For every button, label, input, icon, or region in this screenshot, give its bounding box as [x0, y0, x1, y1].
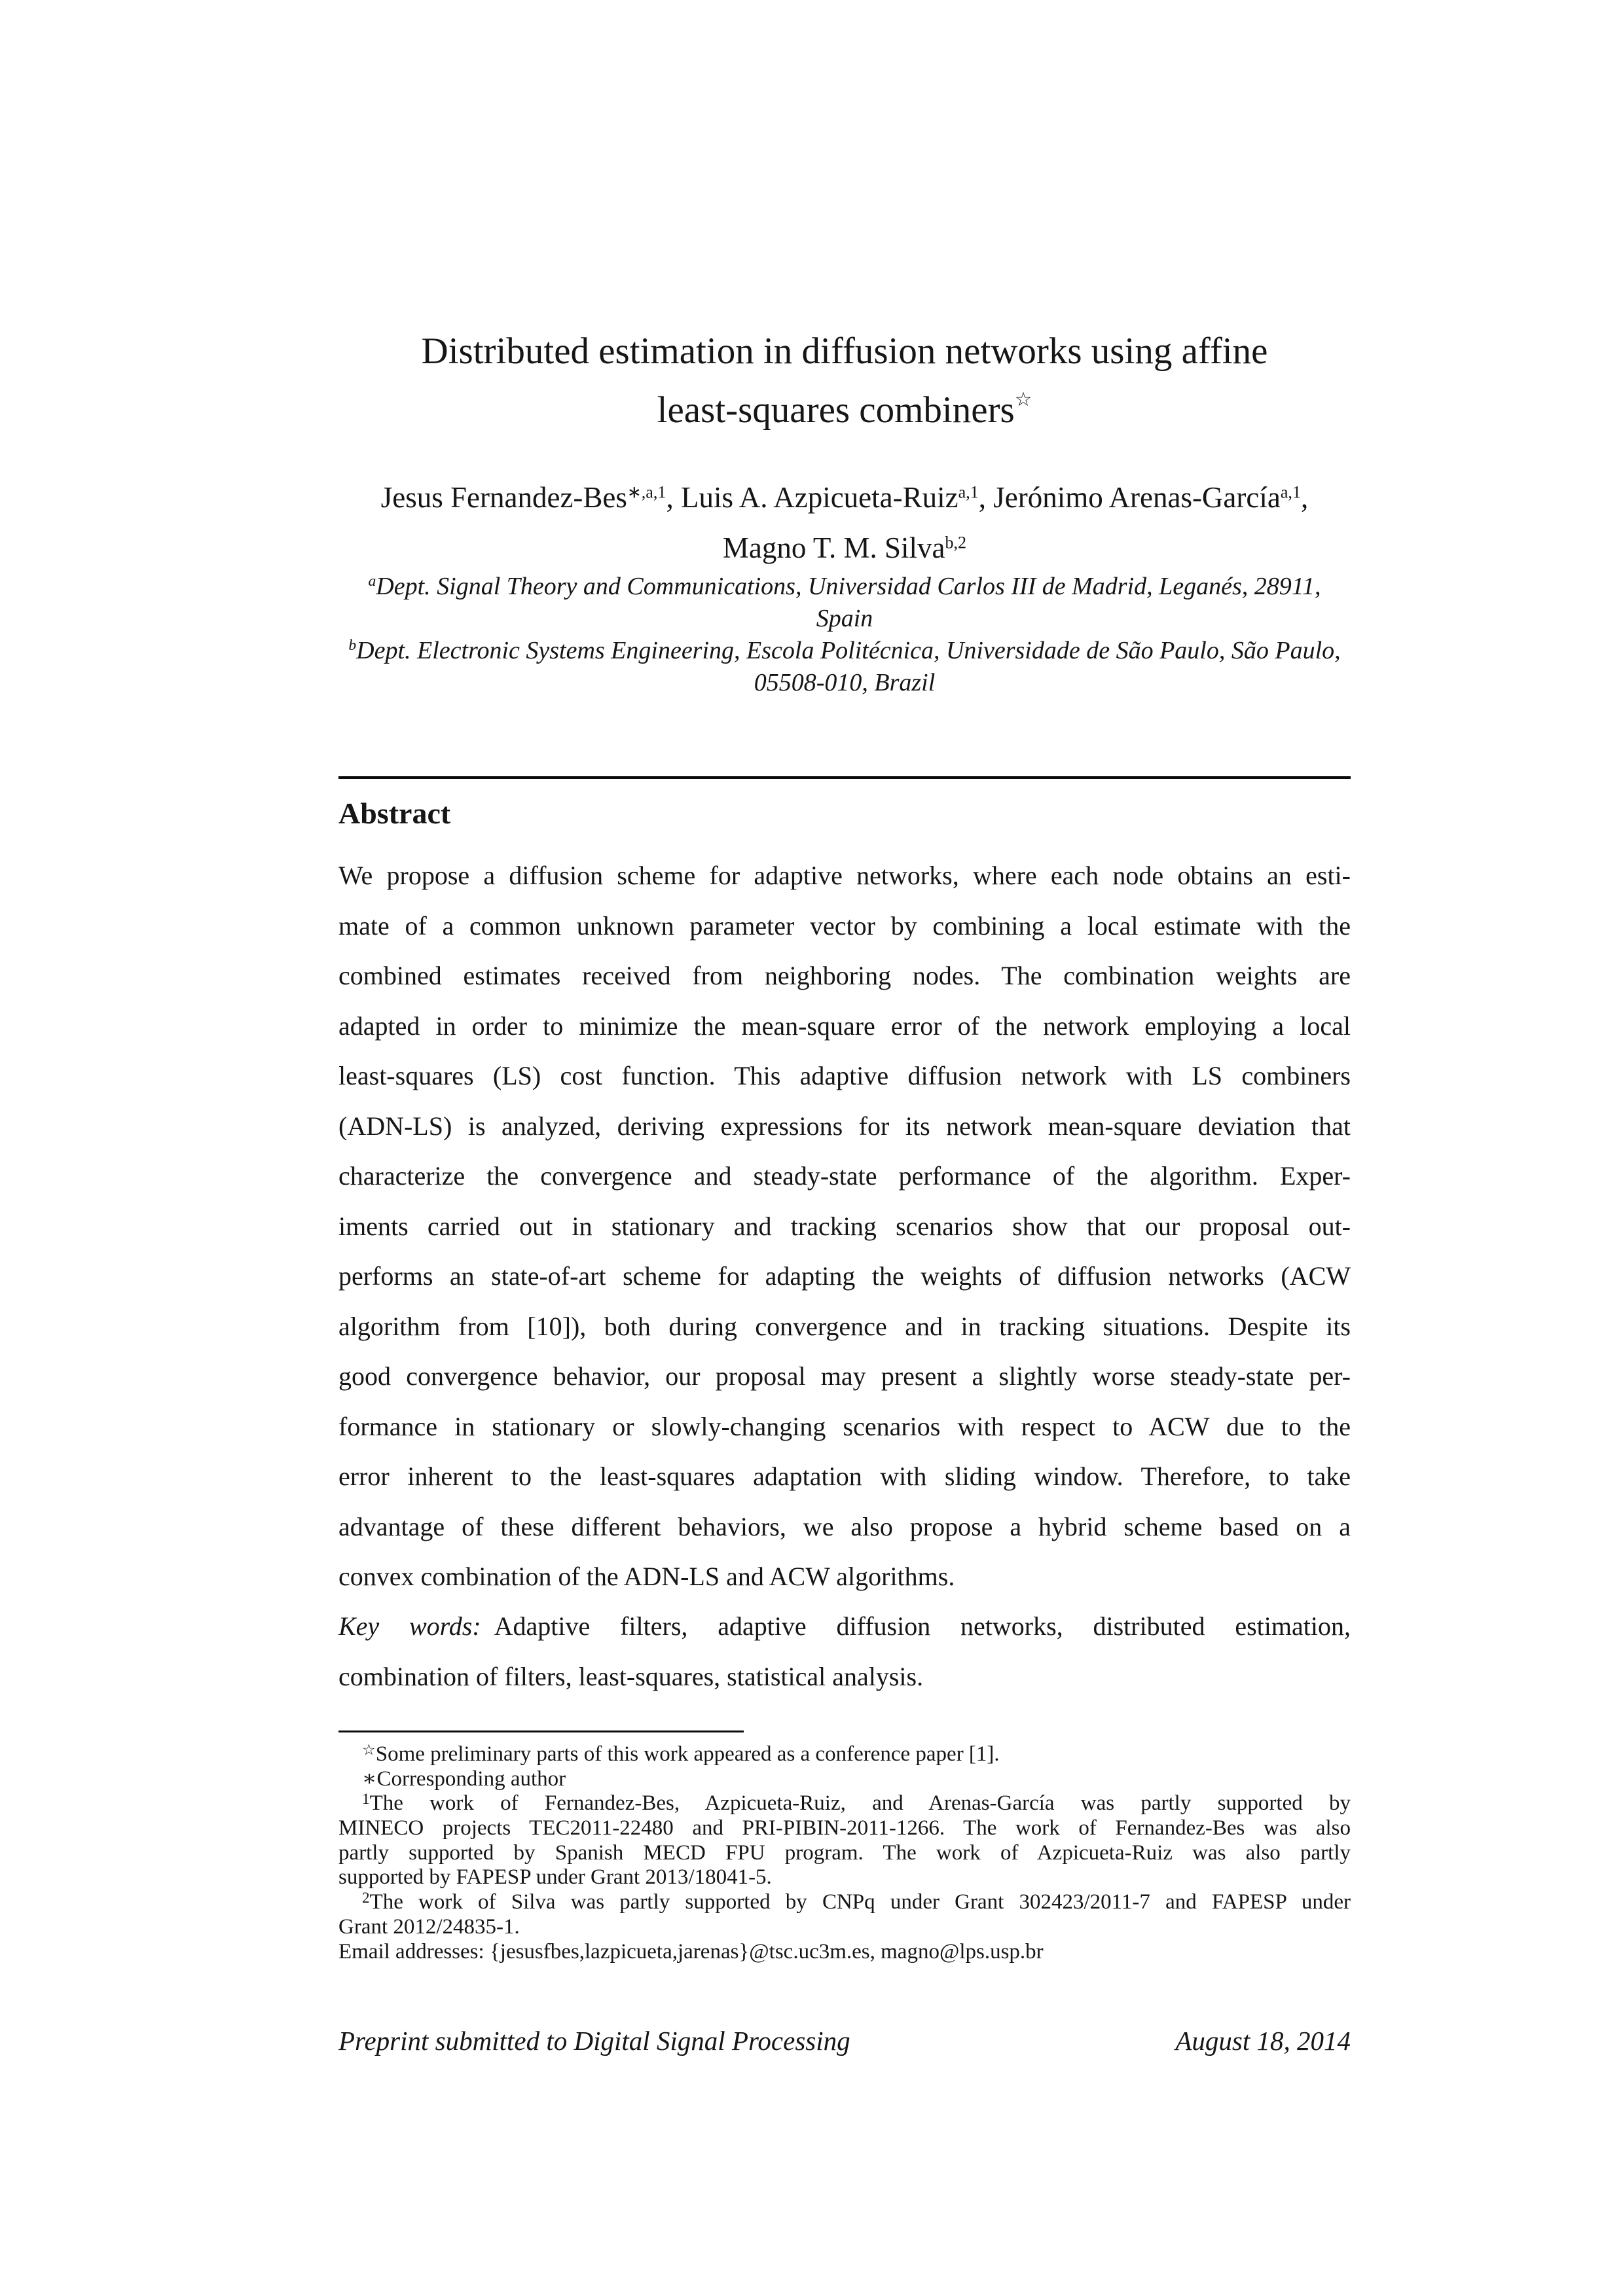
keywords-block [338, 1602, 1351, 1702]
title-line-1-text: Distributed estimation in diffusion networks using affine [421, 331, 1268, 372]
affiliation-line [338, 571, 1351, 603]
footnote-text: supported by FAPESP under Grant 2013/18041-5. [338, 1865, 772, 1890]
abstract-line: iments carried out in stationary and tracking scenarios show that our proposal out- [338, 1211, 1351, 1241]
abstract-line: performs an state-of-art scheme for adapting the weights of diffusion networks (ACW [338, 1261, 1351, 1291]
footnote-line [338, 1742, 1351, 1767]
footnote-marker: 2 [362, 1888, 370, 1906]
author-superscript: a,1 [1280, 482, 1301, 502]
affiliation-list [338, 571, 1351, 699]
affiliation-superscript: b [348, 637, 357, 655]
footnote-text: The work of Fernandez-Bes, Azpicueta-Ruiz, and Arenas-García was partly supported by [369, 1791, 1351, 1816]
affiliation-line [338, 667, 1351, 699]
title-footnote-star-icon: ☆ [1014, 387, 1032, 410]
abstract-line: good convergence behavior, our proposal may present a slightly worse steady-state per- [338, 1361, 1351, 1391]
author-list [338, 473, 1351, 573]
keywords-line [338, 1602, 1351, 1652]
footnote-email-text: Email addresses: {jesusfbes,lazpicueta,jarenas}@tsc.uc3m.es, magno@lps.usp.br [338, 1939, 1044, 1964]
author-name: Jesus Fernandez-Bes [380, 481, 627, 514]
affiliation-text: 05508-010, Brazil [754, 669, 936, 696]
abstract-line: (ADN-LS) is analyzed, deriving expressions for its network mean-square deviation that [338, 1111, 1351, 1141]
abstract-line: characterize the convergence and steady-state performance of the algorithm. Exper- [338, 1161, 1351, 1191]
footnote-text: Corresponding author [376, 1767, 566, 1791]
footnote-line [338, 1767, 1351, 1792]
affiliation-line [338, 603, 1351, 635]
footnote-text: The work of Silva was partly supported by CNPq under Grant 302423/2011-7 and FAPESP under [369, 1890, 1351, 1914]
affiliation-line [338, 635, 1351, 667]
footnote-line [338, 1791, 1351, 1816]
footnote-marker: ∗ [362, 1767, 377, 1791]
keywords-spacer [481, 1611, 494, 1641]
author-superscript: b,2 [945, 533, 967, 552]
footnote-line [338, 1940, 1351, 1965]
abstract-line: algorithm from [10]), both during convergence and in tracking situations. Despite its [338, 1311, 1351, 1341]
abstract-heading: Abstract [338, 797, 451, 830]
abstract-body [338, 851, 1351, 1602]
footnote-marker-star-icon: ☆ [362, 1740, 376, 1758]
affiliation-text: Dept. Signal Theory and Communications, Universidad Carlos III de Madrid, Leganés, 28911, [376, 573, 1321, 600]
footnote-line [338, 1890, 1351, 1915]
paper-title [338, 322, 1351, 440]
footnote-line [338, 1816, 1351, 1841]
abstract-line: convex combination of the ADN-LS and ACW algorithms. [338, 1562, 955, 1591]
abstract-line: formance in stationary or slowly-changing scenarios with respect to ACW due to the [338, 1411, 1351, 1441]
affiliation-superscript: a [368, 573, 376, 590]
keywords-line: combination of filters, least-squares, statistical analysis. [338, 1661, 924, 1691]
author-superscript: ∗,a,1 [627, 482, 666, 502]
footnote-text: MINECO projects TEC2011-22480 and PRI-PIBIN-2011-1266. The work of Fernandez-Bes was also [338, 1816, 1351, 1840]
footnote-text: Grant 2012/24835-1. [338, 1914, 520, 1939]
page-footer [338, 2025, 1351, 2056]
title-line-2 [338, 381, 1351, 440]
title-line-1 [338, 322, 1351, 381]
footnote-rule [338, 1731, 744, 1732]
abstract-line: error inherent to the least-squares adaptation with sliding window. Therefore, to take [338, 1462, 1351, 1491]
abstract-line: We propose a diffusion scheme for adaptive networks, where each node obtains an esti- [338, 861, 1351, 890]
abstract-top-rule [338, 776, 1351, 779]
author-name: Magno T. M. Silva [722, 531, 945, 564]
author-superscript: a,1 [958, 482, 979, 502]
authors-line-1 [338, 473, 1351, 523]
footnotes-block [338, 1742, 1351, 1964]
footnote-text: Some preliminary parts of this work appeared as a conference paper [1]. [375, 1742, 1000, 1766]
footer-journal: Preprint submitted to Digital Signal Processing [338, 2026, 850, 2056]
footnote-text: partly supported by Spanish MECD FPU program. The work of Azpicueta-Ruiz was also partly [338, 1840, 1351, 1865]
footnote-line [338, 1865, 1351, 1890]
footnote-line [338, 1841, 1351, 1866]
abstract-line: adapted in order to minimize the mean-square error of the network employing a local [338, 1011, 1351, 1041]
authors-line-2 [338, 523, 1351, 573]
keywords-text: Adaptive filters, adaptive diffusion networks, distributed estimation, [494, 1611, 1351, 1641]
author-name: Jerónimo Arenas-García [993, 481, 1281, 514]
author-name: Luis A. Azpicueta-Ruiz [680, 481, 958, 514]
affiliation-text: Spain [816, 605, 873, 632]
footer-date: August 18, 2014 [1175, 2026, 1351, 2056]
abstract-line: advantage of these different behaviors, we also propose a hybrid scheme based on a [338, 1511, 1351, 1541]
author-separator: , [978, 481, 994, 514]
keywords-label: Key words: [338, 1611, 481, 1641]
abstract-line: least-squares (LS) cost function. This adaptive diffusion network with LS combiners [338, 1061, 1351, 1090]
title-line-2-text: least-squares combiners [657, 389, 1015, 431]
abstract-line: mate of a common unknown parameter vector by combining a local estimate with the [338, 910, 1351, 941]
affiliation-text: Dept. Electronic Systems Engineering, Escola Politécnica, Universidade de São Paulo, São Paulo, [356, 637, 1341, 664]
author-separator: , [666, 481, 681, 514]
abstract-line: combined estimates received from neighboring nodes. The combination weights are [338, 961, 1351, 990]
author-separator: , [1301, 481, 1309, 514]
footnote-marker: 1 [362, 1790, 370, 1808]
footnote-line [338, 1915, 1351, 1940]
